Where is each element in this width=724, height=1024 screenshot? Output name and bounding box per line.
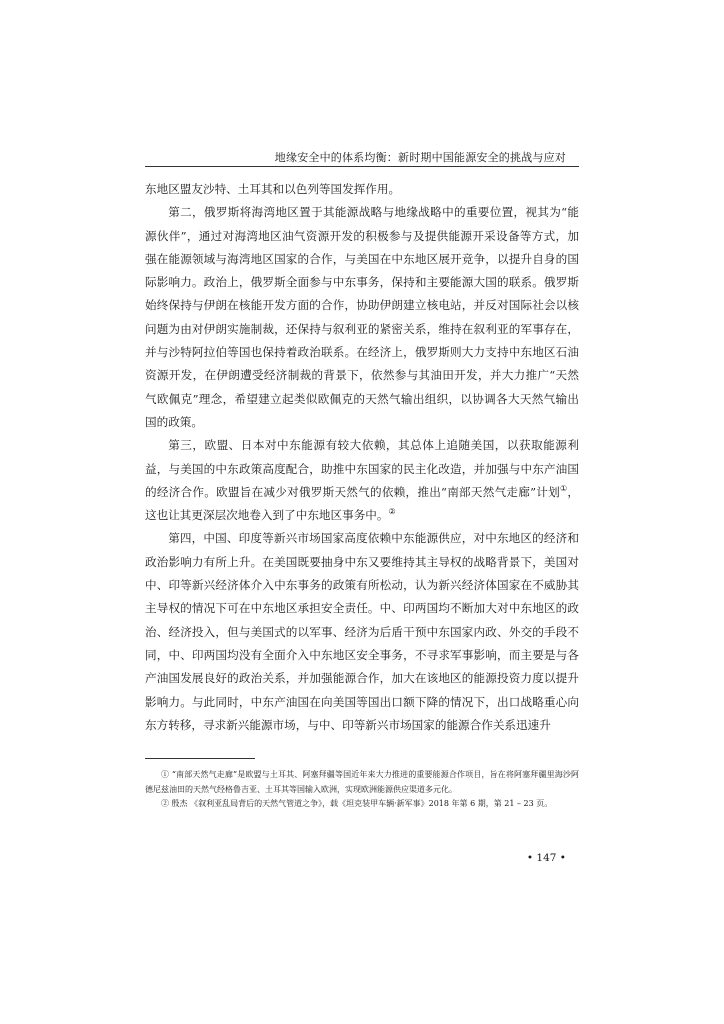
footnote-rule xyxy=(145,758,255,759)
header-rule xyxy=(145,166,579,167)
paragraph-4: 第四，中国、印度等新兴市场国家高度依赖中东能源供应，对中东地区的经济和政治影响力有所上升。在美国既要抽身中东又要维持其主导权的战略背景下，美国对中、印等新兴经济体介入中东事务的政策有所松动，认为新兴经济体国家在不威胁其主导权的情况下可在中东地区承担安全责任。中、印两国均不断加大对中东地区的政治、经济投入，但与美国式的以军事、经济为后盾干预中东国家内政、外交的手段不同，中、印两国均没有全面介入中东地区安全事务，不寻求军事影响，而主要是与各产油国发展良好的政治关系，并加强能源合作，加大在该地区的能源投资力度以提升影响力。与此同时，中东产油国在向美国等国出口额下降的情况下，出口战略重心向东方转移，寻求新兴能源市场，与中、印等新兴市场国家的能源合作关系迅速升 xyxy=(145,531,579,732)
body-text xyxy=(145,178,579,737)
footnote-ref-2: ② xyxy=(388,507,396,517)
running-header: 地缘安全中的体系均衡：新时期中国能源安全的挑战与应对 xyxy=(274,151,566,164)
paragraph-3 xyxy=(145,434,579,527)
paragraph-1: 东地区盟友沙特、土耳其和以色列等国发挥作用。 xyxy=(145,182,401,196)
footnote-ref-1: ① xyxy=(559,484,568,493)
paragraph-3-text-a: 第三，欧盟、日本对中东能源有较大依赖，其总体上追随美国，以获取能源利益，与美国的中东政策高度配合，助推中东国家的民主化改造，并加强与中东产油国的经济合作。欧盟旨在减少对俄罗斯天然气的依赖，推出“南部天然气走廊”计划 xyxy=(145,438,579,499)
footnote-2: ② 殷杰 《叙利亚乱局背后的天然气管道之争》，载《坦克装甲车辆·新军事》2018 年第 6 期，第 21 – 23 页。 xyxy=(161,799,553,808)
paragraph-3-text-b: ，这也让其更深层次地卷入到了中东地区事务中。 xyxy=(145,484,579,523)
footnote-1: ① “南部天然气走廊”是欧盟与土耳其、阿塞拜疆等国近年来大力推进的重要能源合作项目，旨在将阿塞拜疆里海沙阿德尼兹油田的天然气经格鲁吉亚、土耳其等国输入欧洲，实现欧洲能源供应渠道多元化。 xyxy=(145,770,579,794)
footnotes xyxy=(145,768,579,812)
paragraph-2: 第二，俄罗斯将海湾地区置于其能源战略与地缘战略中的重要位置，视其为“能源伙伴”，通过对海湾地区油气资源开发的积极参与及提供能源开采设备等方式，加强在能源领域与海湾地区国家的合作，与美国在中东地区展开竞争，以提升自身的国际影响力。政治上，俄罗斯全面参与中东事务，保持和主要能源大国的联系。俄罗斯始终保持与伊朗在核能开发方面的合作，协助伊朗建立核电站，并反对国际社会以核问题为由对伊朗实施制裁，还保持与叙利亚的紧密关系，维持在叙利亚的军事存在，并与沙特阿拉伯等国也保持着政治联系。在经济上，俄罗斯则大力支持中东地区石油资源开发，在伊朗遭受经济制裁的背景下，依然参与其油田开发，并大力推广“天然气欧佩克”理念，希望建立起类似欧佩克的天然气输出组织，以协调各大天然气输出国的政策。 xyxy=(145,205,579,429)
page-number: • 147 • xyxy=(526,852,566,864)
